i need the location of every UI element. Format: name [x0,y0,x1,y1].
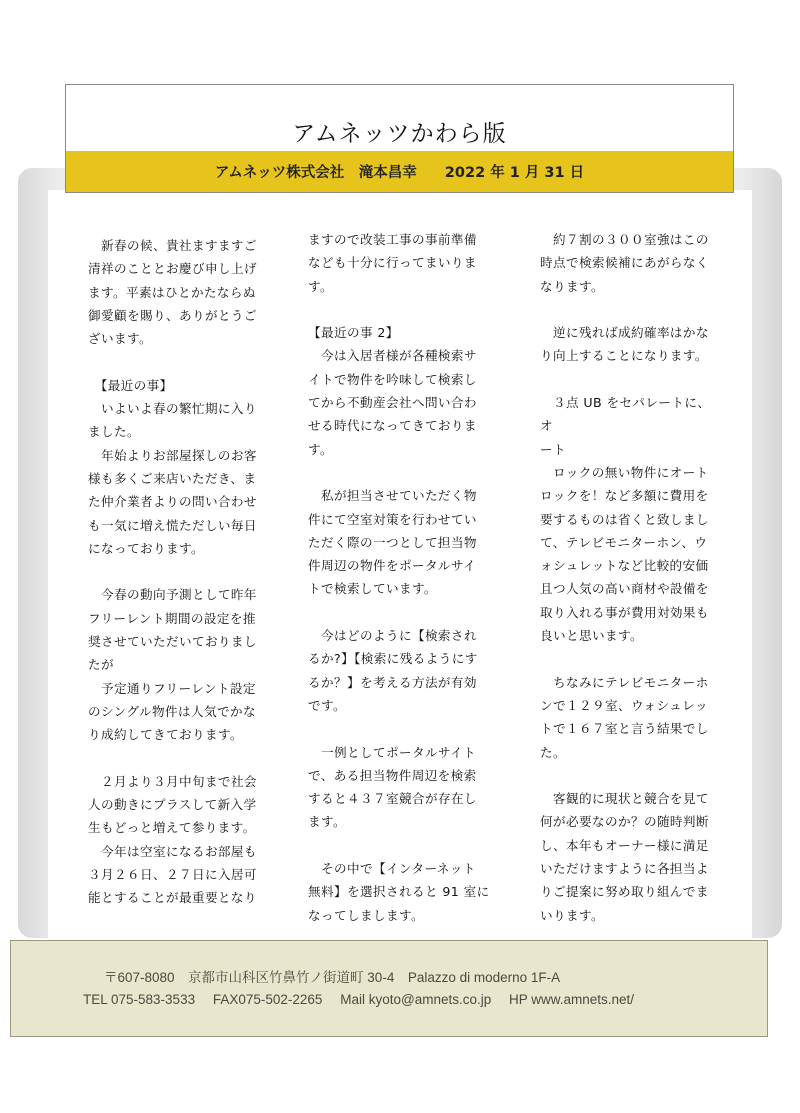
newsletter-title: アムネッツかわら版 [292,121,507,147]
paragraph-gap [540,647,722,670]
text-line: なります。 [540,278,604,294]
footer-tel: TEL 075-583-3533 [83,992,196,1007]
text-line: なども十分に行ってまいりま [308,255,477,271]
text-line: いよいよ春の繁忙期に入り [88,401,257,417]
text-line: 無料】を選択されると 91 室に [308,884,490,900]
text-line: いります。 [540,907,604,923]
text-line: 良いと思います。 [540,628,643,644]
text-line: 取り入れる事が費用対効果も [540,604,709,620]
text-line: なってしまします。 [308,907,424,923]
article-column-1 [88,234,270,910]
text-line: 御愛顧を賜り、ありがとうご [88,307,257,323]
company-author: アムネッツ株式会社 滝本昌幸 [214,165,417,181]
article-column-3 [540,228,722,927]
text-line: ２月より３月中旬まで社会 [88,773,257,789]
text-line: 奨させていただいておりまし [88,634,257,650]
text-line: 要するものは省くと致しまし [540,511,709,527]
footer-contact [10,940,768,1037]
footer-contacts-line [83,992,648,1007]
paragraph-gap [540,764,722,787]
text-line: イトで物件を吟味して検索し [308,371,477,387]
text-line: 様も多くご来店いただき、ま [88,470,257,486]
text-line: ロックを！など多額に費用を [540,488,709,504]
text-line: その中で【インターネット [308,861,476,877]
paragraph-gap [540,298,722,321]
paragraph-gap [308,601,490,624]
text-line: 今はどのように【検索され [308,628,477,644]
text-line: ート [540,441,566,457]
text-line: になっております。 [88,540,204,556]
text-line: ざいます。 [88,331,152,347]
text-line: 能とすることが最重要となり [88,890,257,906]
text-line: 件周辺の物件をポータルサイ [308,558,477,574]
paragraph-gap [308,461,490,484]
text-line: トで検索しています。 [308,581,437,597]
text-line: も一気に増え慌ただしい毎日 [88,517,257,533]
text-line: ンで１２９室、ウォシュレッ [540,697,709,713]
text-line: てから不動産会社へ問い合わ [308,395,477,411]
text-line: ちなみにテレビモニターホ [540,674,709,690]
paragraph-gap [308,834,490,857]
paragraph-gap [88,350,270,373]
footer-mail: Mail kyoto@amnets.co.jp [340,992,492,1007]
paragraph-gap [308,298,490,321]
text-line: ロックの無い物件にオート [540,464,709,480]
text-line: るか?】【検索に残るようにす [308,651,478,667]
text-line: 一例としてポータルサイト [308,744,477,760]
text-line: ３点 UB をセパレートに、オ [540,395,711,434]
text-line: り向上することになります。 [540,348,708,364]
text-line: りご提案に努め取り組んでま [540,884,709,900]
text-line: です。 [308,697,346,713]
text-line: すると４３７室競合が存在し [308,791,477,807]
text-line: 人の動きにプラスして新入学 [88,797,257,813]
text-line: たが [88,657,114,673]
text-line: ました。 [88,424,140,440]
text-line: ただく際の一つとして担当物 [308,534,477,550]
text-line: 今年は空室になるお部屋も [88,843,257,859]
text-line: す。 [308,278,333,294]
text-line: トで１６７室と言う結果でし [540,721,709,737]
paragraph-gap [540,368,722,391]
text-line: 何が必要なのか？の随時判断 [540,814,709,830]
article-column-2 [308,228,490,927]
text-line: す。 [308,441,333,457]
text-line: た。 [540,744,566,760]
text-line: ます。平素はひとかたならぬ [88,284,256,300]
text-line: 生もどっと増えて参ります。 [88,820,256,836]
text-line: 私が担当させていただく物 [308,488,477,504]
text-line: ます。 [308,814,346,830]
text-line: のシングル物件は人気でかな [88,703,256,719]
text-line: いただけますように各担当よ [540,861,709,877]
footer-address: 〒607-8080 京都市山科区竹鼻竹ノ街道町 30-4 Palazzo di moderno 1F-A [104,970,561,985]
text-line: ３月２６日、２７日に入居可 [88,867,257,883]
issue-date: 2022 年 1 月 31 日 [444,165,585,181]
text-line: 件にて空室対策を行わせてい [308,511,477,527]
text-line: で、ある担当物件周辺を検索 [308,767,477,783]
footer-fax: FAX075-502-2265 [212,992,323,1007]
text-line: た仲介業者よりの問い合わせ [88,494,257,510]
text-line: 予定通りフリーレント設定 [88,680,256,696]
text-line: 新春の候、貴社ますますご [88,238,257,253]
paragraph-gap [88,560,270,583]
text-line: 約７割の３００室強はこの [540,232,709,247]
header-band [65,151,734,193]
text-line: 且つ人気の高い商材や設備を [540,581,709,597]
paragraph-gap [308,717,490,740]
text-line: し、本年もオーナー様に満足 [540,837,709,853]
text-line: て、テレビモニターホン、ウ [540,534,708,550]
footer-homepage: HP www.amnets.net/ [509,992,635,1007]
text-line: 【最近の事 2】 [308,325,399,341]
text-line: フリーレント期間の設定を推 [88,610,256,626]
text-line: 清祥のこととお慶び申し上げ [88,261,257,277]
text-line: 年始よりお部屋探しのお客 [88,447,257,463]
text-line: 【最近の事】 [88,377,173,393]
text-line: せる時代になってきておりま [308,418,477,434]
text-line: 時点で検索候補にあがらなく [540,255,709,271]
text-line: ますので改装工事の事前準備 [308,232,477,247]
paragraph-gap [88,747,270,770]
text-line: 今春の動向予測として昨年 [88,587,257,603]
text-line: 今は入居者様が各種検索サ [308,348,477,364]
text-line: り成約してきております。 [88,727,243,743]
text-line: るか？】を考える方法が有効 [308,674,477,690]
text-line: ォシュレットなど比較的安価 [540,558,709,574]
text-line: 客観的に現状と競合を見て [540,791,709,807]
text-line: 逆に残れば成約確率はかな [540,325,709,341]
